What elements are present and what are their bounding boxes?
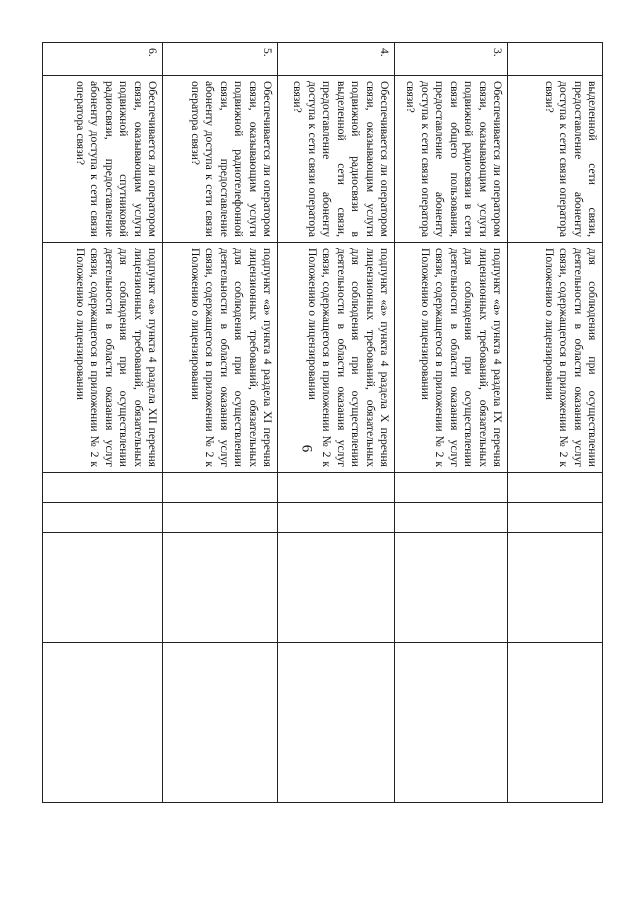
row-number: 5. xyxy=(163,43,278,76)
empty-cell xyxy=(508,503,603,533)
empty-cell xyxy=(395,503,508,533)
empty-cell xyxy=(278,643,395,803)
table-row xyxy=(43,43,163,803)
requirement-cell: подпункт «а» пункта 4 раздела X перечня лицензионных требований, обязательных для соблюдения при осуществлении деятельности в области оказания услуг связи, содержащегося в приложении № 2 к Положению о лицензировании xyxy=(278,243,395,473)
empty-cell xyxy=(508,473,603,503)
table-row xyxy=(395,43,508,803)
row-number: 6. xyxy=(43,43,163,76)
requirement-cell: для соблюдения при осуществлении деятельности в области оказания услуг связи, содержащегося в приложении № 2 к Положению о лицензировании xyxy=(508,243,603,473)
question-cell: Обеспечивается ли оператором связи, оказывающим услуги подвижной радиосвязи в сети связи общего пользования, предоставление абоненту доступа к сети связи оператора связи? xyxy=(395,76,508,243)
empty-cell xyxy=(508,643,603,803)
empty-cell xyxy=(395,643,508,803)
empty-cell xyxy=(395,533,508,643)
rotated-table-wrapper xyxy=(43,42,603,802)
checklist-table xyxy=(42,42,603,803)
page-number: 6 xyxy=(298,444,315,453)
empty-cell xyxy=(163,533,278,643)
requirement-cell: подпункт «а» пункта 4 раздела XII перечня лицензионных требований, обязательных для соблюдения при осуществлении деятельности в области оказания услуг связи, содержащегося в приложении № 2 к Положению о лицензировании xyxy=(43,243,163,473)
empty-cell xyxy=(43,533,163,643)
empty-cell xyxy=(163,503,278,533)
question-cell: Обеспечивается ли оператором связи, оказывающим услуги подвижной радиосвязи в выделенной сети связи, предоставление абоненту доступа к сети связи оператора связи? xyxy=(278,76,395,243)
question-cell: выделенной сети связи, предоставление абоненту доступа к сети связи оператора связи? xyxy=(508,76,603,243)
table-row xyxy=(508,43,603,803)
empty-cell xyxy=(43,643,163,803)
empty-cell xyxy=(278,473,395,503)
table-row xyxy=(163,43,278,803)
row-number xyxy=(508,43,603,76)
table-row xyxy=(278,43,395,803)
requirement-cell: подпункт «а» пункта 4 раздела XI перечня лицензионных требований, обязательных для соблюдения при осуществлении деятельности в области оказания услуг связи, содержащегося в приложении № 2 к Положению о лицензировании xyxy=(163,243,278,473)
empty-cell xyxy=(278,503,395,533)
empty-cell xyxy=(508,533,603,643)
empty-cell xyxy=(163,643,278,803)
empty-cell xyxy=(395,473,508,503)
empty-cell xyxy=(278,533,395,643)
requirement-cell: подпункт «а» пункта 4 раздела IX перечня лицензионных требований, обязательных для соблюдения при осуществлении деятельности в области оказания услуг связи, содержащегося в приложении № 2 к Положению о лицензировании xyxy=(395,243,508,473)
row-number: 3. xyxy=(395,43,508,76)
row-number: 4. xyxy=(278,43,395,76)
question-cell: Обеспечивается ли оператором связи, оказывающим услуги подвижной спутниковой радиосвязи, предоставление абоненту доступа к сети связи оператора связи? xyxy=(43,76,163,243)
question-cell: Обеспечивается ли оператором связи, оказывающим услуги подвижной радиотелефонной связи, предоставление абоненту доступа к сети связи оператора связи? xyxy=(163,76,278,243)
empty-cell xyxy=(43,473,163,503)
empty-cell xyxy=(43,503,163,533)
empty-cell xyxy=(163,473,278,503)
